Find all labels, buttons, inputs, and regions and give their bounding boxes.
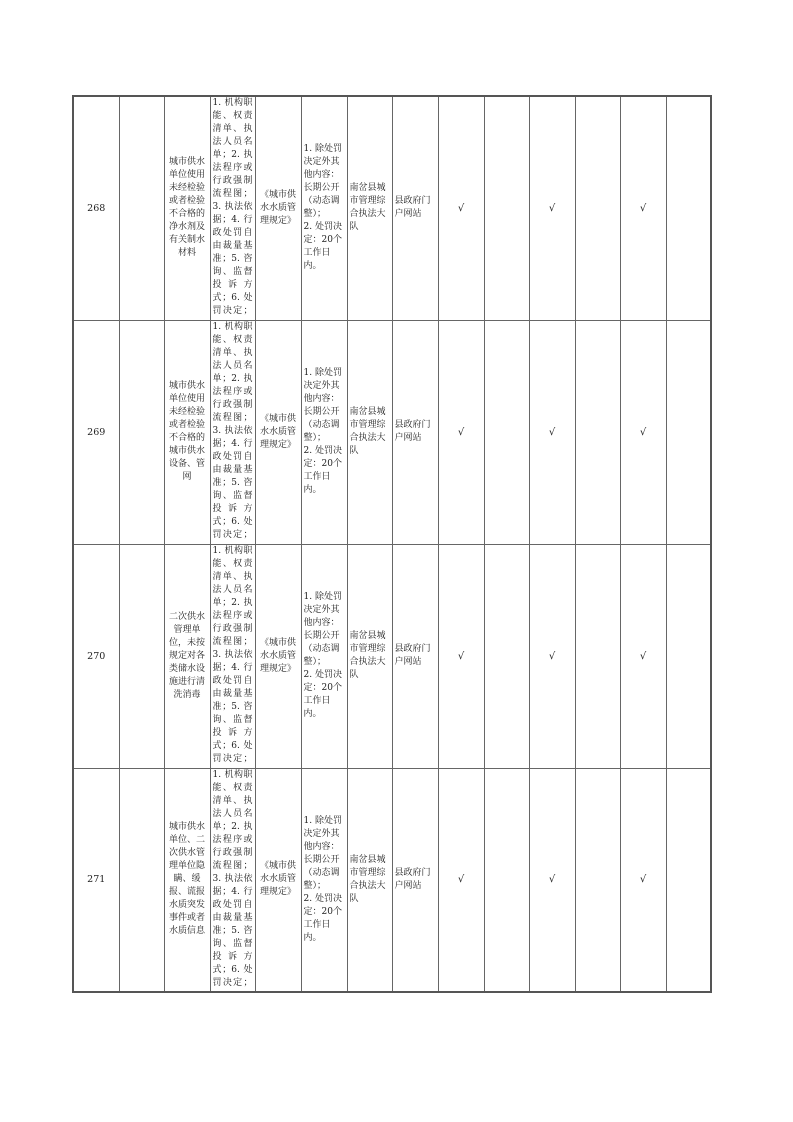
disclosure-subject: 南岔县城市管理综合执法大队 [347,320,392,544]
disclosure-content [210,544,255,768]
table-row [73,96,711,320]
empty-cell [666,768,711,992]
item-name: 城市供水单位、二次供水管理单位隐瞒、缓报、谎报水质突发事件或者水质信息 [164,768,210,992]
content-line: 1. 机构职能、权责清单、执法人员名单；2. 执法程序或行政强制流程图；3. 执法依据；4. 行政处罚自由裁量基准；5. 咨询、监督投诉方式；6. 处罚决定； [212,769,253,988]
disclosure-table [72,95,712,993]
empty-cell [119,768,164,992]
time-line: 1. 除处罚决定外其他内容：长期公开（动态调整）； [303,144,342,220]
disclosure-content [210,96,255,320]
check-mark-county: √ [620,768,666,992]
empty-cell [484,96,529,320]
disclosure-content [210,320,255,544]
time-line: 2. 处罚决定：20个工作日内。 [303,670,342,719]
content-line: 1. 机构职能、权责清单、执法人员名单；2. 执法程序或行政强制流程图；3. 执法依据；4. 行政处罚自由裁量基准；5. 咨询、监督投诉方式；6. 处罚决定； [212,545,253,764]
item-name: 二次供水管理单位，未按规定对各类储水设施进行清洗消毒 [164,544,210,768]
time-line: 2. 处罚决定：20个工作日内。 [303,893,342,943]
empty-cell [119,320,164,544]
check-mark-county: √ [620,96,666,320]
empty-cell [484,768,529,992]
time-line: 1. 除处罚决定外其他内容：长期公开（动态调整）； [303,368,342,443]
time-line: 1. 除处罚决定外其他内容：长期公开（动态调整）； [303,815,342,891]
table-row [73,544,711,768]
empty-cell [575,768,620,992]
empty-cell [666,320,711,544]
check-mark-active: √ [529,320,575,544]
check-mark-public: √ [438,320,484,544]
table-row [73,768,711,992]
disclosure-channel: 县政府门户网站 [392,768,438,992]
disclosure-subject: 南岔县城市管理综合执法大队 [347,544,392,768]
empty-cell [119,544,164,768]
empty-cell [575,96,620,320]
disclosure-basis: 《城市供水水质管理规定》 [255,768,301,992]
item-name: 城市供水单位使用未经检验或者检验不合格的净水剂及有关制水材料 [164,96,210,320]
check-mark-county: √ [620,544,666,768]
disclosure-time [301,320,347,544]
empty-cell [666,544,711,768]
disclosure-subject: 南岔县城市管理综合执法大队 [347,96,392,320]
empty-cell [666,96,711,320]
time-line: 2. 处罚决定：20个工作日内。 [303,446,342,495]
check-mark-active: √ [529,96,575,320]
content-line: 1. 机构职能、权责清单、执法人员名单；2. 执法程序或行政强制流程图；3. 执法依据；4. 行政处罚自由裁量基准；5. 咨询、监督投诉方式；6. 处罚决定； [212,98,253,316]
disclosure-channel: 县政府门户网站 [392,96,438,320]
check-mark-public: √ [438,768,484,992]
disclosure-time [301,96,347,320]
empty-cell [575,320,620,544]
row-number: 271 [73,768,119,992]
empty-cell [484,544,529,768]
item-name: 城市供水单位使用未经检验或者检验不合格的城市供水设备、管网 [164,320,210,544]
empty-cell [119,96,164,320]
row-number: 268 [73,96,119,320]
disclosure-channel: 县政府门户网站 [392,544,438,768]
disclosure-basis: 《城市供水水质管理规定》 [255,96,301,320]
check-mark-active: √ [529,544,575,768]
empty-cell [484,320,529,544]
disclosure-basis: 《城市供水水质管理规定》 [255,320,301,544]
check-mark-active: √ [529,768,575,992]
row-number: 270 [73,544,119,768]
disclosure-time [301,768,347,992]
row-number: 269 [73,320,119,544]
check-mark-public: √ [438,96,484,320]
disclosure-subject: 南岔县城市管理综合执法大队 [347,768,392,992]
check-mark-public: √ [438,544,484,768]
content-line: 1. 机构职能、权责清单、执法人员名单；2. 执法程序或行政强制流程图；3. 执法依据；4. 行政处罚自由裁量基准；5. 咨询、监督投诉方式；6. 处罚决定； [212,321,253,540]
disclosure-channel: 县政府门户网站 [392,320,438,544]
check-mark-county: √ [620,320,666,544]
disclosure-time [301,544,347,768]
time-line: 2. 处罚决定：20个工作日内。 [303,222,342,272]
empty-cell [575,544,620,768]
time-line: 1. 除处罚决定外其他内容：长期公开（动态调整）； [303,592,342,667]
disclosure-basis: 《城市供水水质管理规定》 [255,544,301,768]
disclosure-content [210,768,255,992]
table-row [73,320,711,544]
